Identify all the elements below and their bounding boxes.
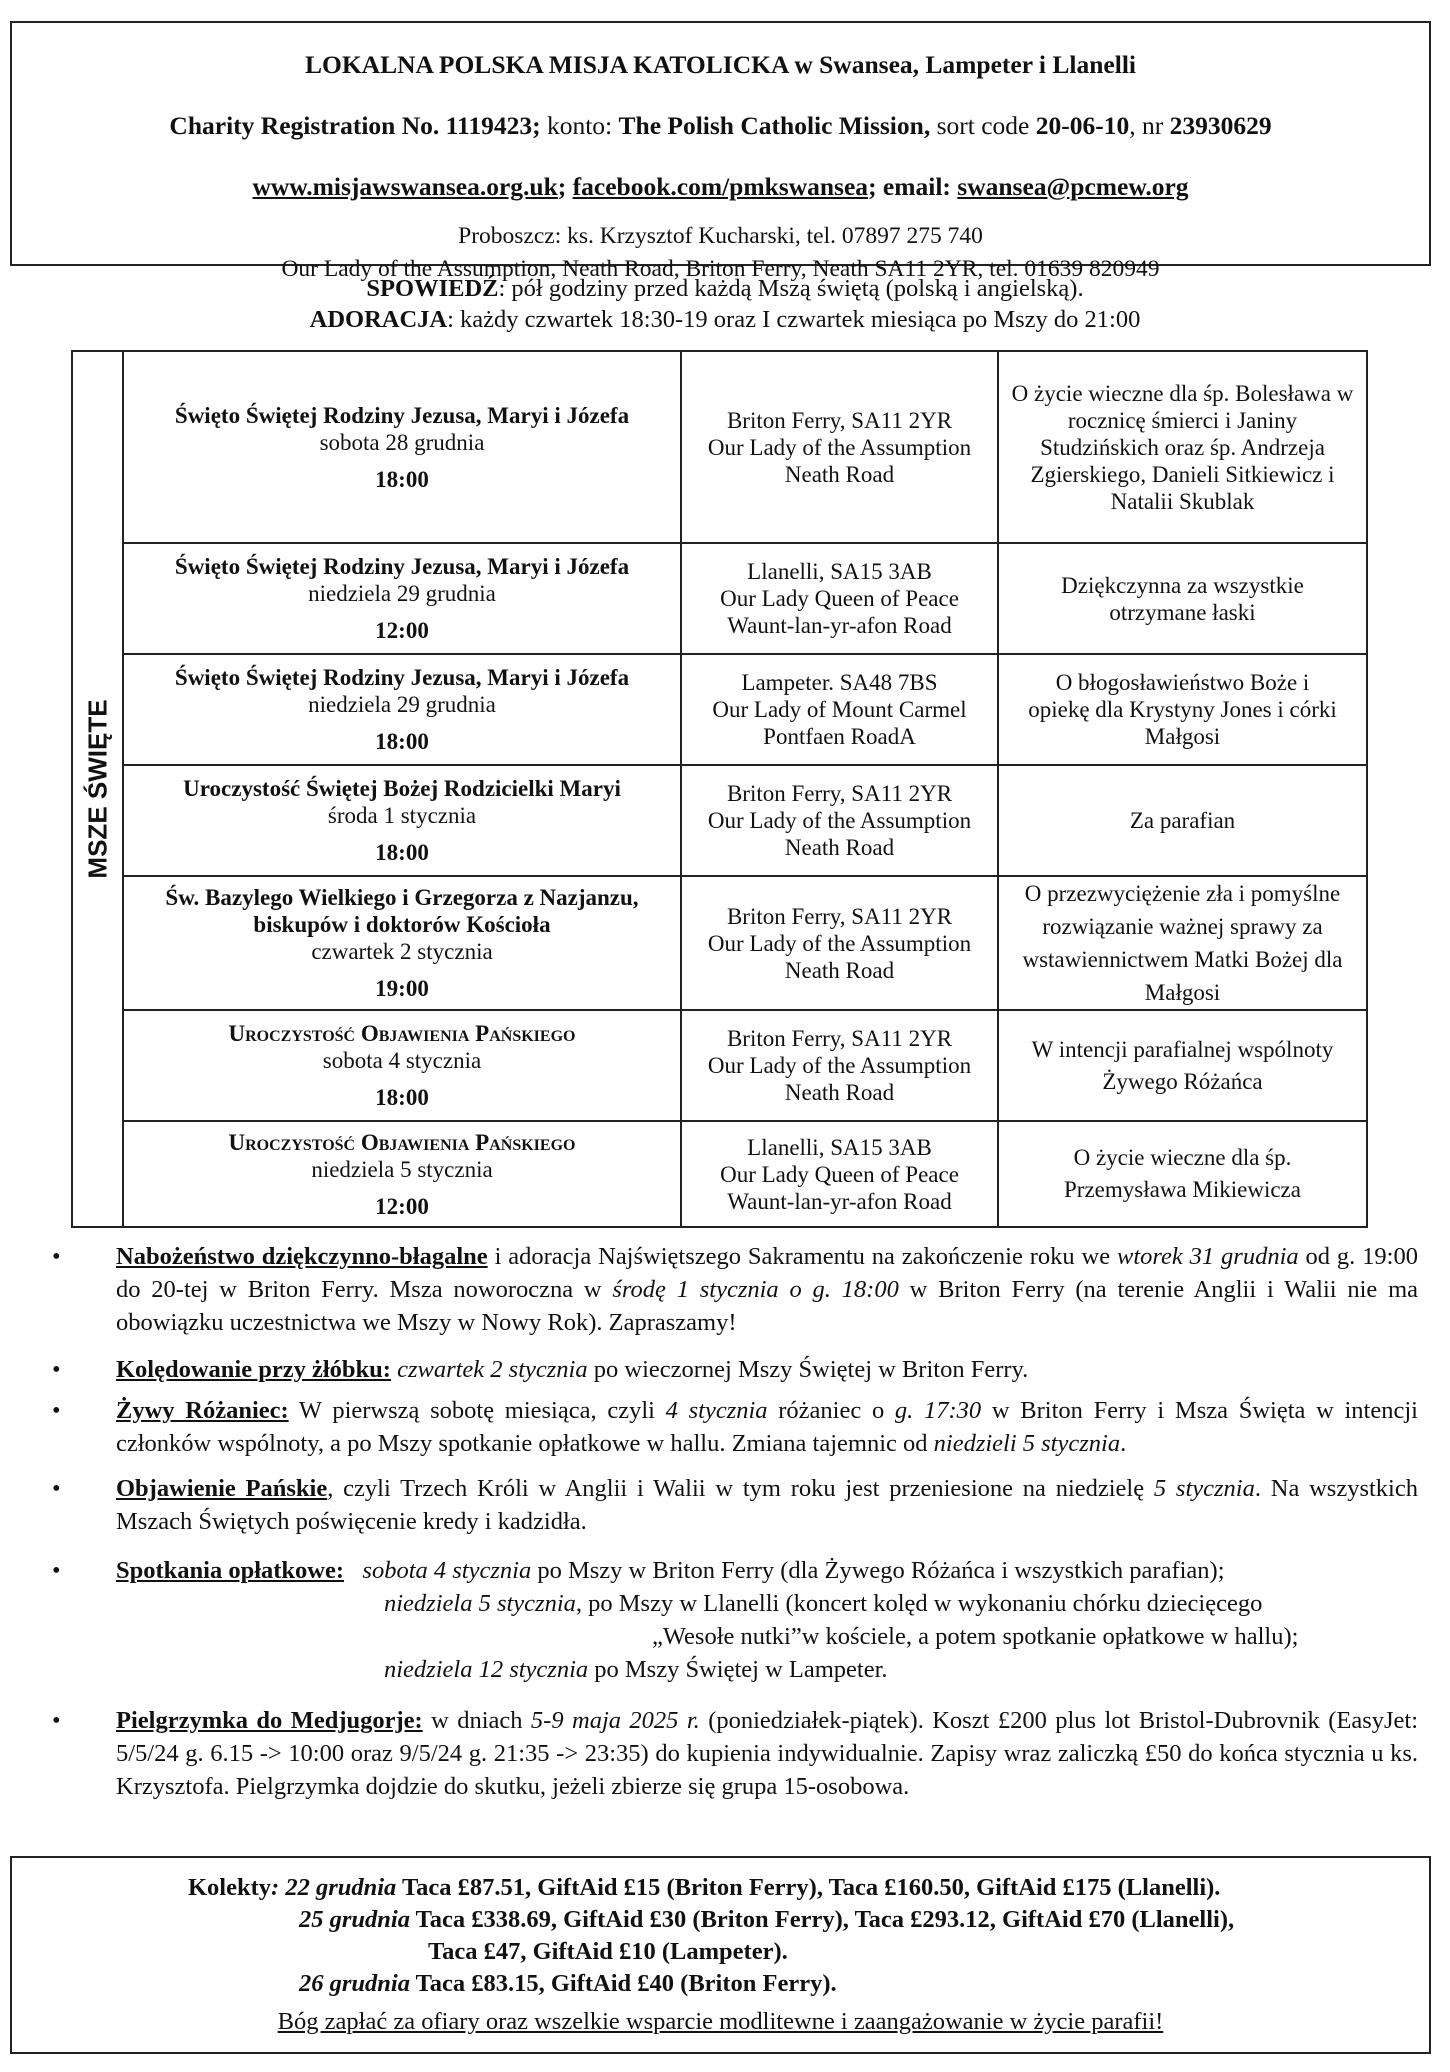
thanks-text: Bóg zapłać za ofiary oraz wszelkie wsparcie modlitewne i zaangażowanie w życie parafii!	[277, 2008, 1164, 2035]
place-town: Briton Ferry, SA11 2YR	[726, 407, 953, 433]
adoration-info	[0, 306, 1450, 334]
place-cell	[681, 876, 998, 1010]
intention-cell	[998, 1121, 1367, 1227]
place-road: Neath Road	[784, 957, 895, 983]
intention-cell	[998, 1010, 1367, 1121]
mass-time: 18:00	[375, 466, 429, 492]
place-cell	[681, 351, 998, 543]
mass-cell	[123, 654, 681, 765]
date-text: 4 stycznia	[665, 1397, 768, 1424]
place-town: Lampeter. SA48 7BS	[741, 670, 938, 695]
facebook-link[interactable]: facebook.com/pmkswansea	[572, 172, 869, 201]
announcements-list	[0, 1240, 1450, 1803]
place-church: Our Lady Queen of Peace	[720, 1161, 959, 1187]
place-church: Our Lady of the Assumption	[707, 808, 972, 833]
place-road: Neath Road	[784, 461, 895, 487]
place-church: Our Lady of the Assumption	[707, 434, 972, 460]
collections-box	[10, 1856, 1431, 2054]
list-item	[0, 1554, 1450, 1686]
priest-info: Proboszcz: ks. Krzysztof Kucharski, tel. 07897 275 740	[458, 223, 983, 249]
mass-cell	[123, 543, 681, 654]
mass-title: Uroczystość Objawienia Pańskiego	[228, 1021, 576, 1046]
text: od g. 19:00 do 20-tej w Briton Ferry. Msza noworoczna w	[116, 1243, 1418, 1303]
collections-label: Kolekty	[188, 1874, 272, 1901]
mass-cell	[123, 1121, 681, 1227]
mass-time: 19:00	[375, 976, 429, 1001]
date-text: środę 1 stycznia o g. 18:00	[612, 1276, 899, 1303]
mass-title: Uroczystość Objawienia Pańskiego	[228, 1129, 576, 1155]
date-text: niedzieli 5 stycznia	[933, 1430, 1121, 1457]
place-cell	[681, 1010, 998, 1121]
intention-text: O przezwyciężenie zła i pomyślne rozwiązanie ważnej sprawy za wstawiennictwem Matki Bożej dla Małgosi	[1022, 881, 1343, 1005]
intention-text: O życie wieczne dla śp. Przemysława Mikiewicza	[1064, 1145, 1301, 1202]
collection-line: Taca £47, GiftAid £10 (Lampeter).	[428, 1938, 788, 1965]
place-town: Briton Ferry, SA11 2YR	[726, 1026, 953, 1051]
mass-cell	[123, 351, 681, 543]
mass-date: niedziela 29 grudnia	[308, 692, 496, 717]
mass-time: 18:00	[375, 729, 429, 754]
mass-time: 18:00	[375, 1085, 429, 1110]
announcement-label: Kolędowanie przy żłóbku:	[116, 1356, 391, 1383]
intention-text: Za parafian	[1129, 808, 1236, 833]
place-road: Neath Road	[784, 1080, 895, 1105]
text: w Briton Ferry (na terenie Anglii i Walii nie ma obowiązku uczestnictwa we Mszy w Nowy Rok). Zapraszamy!	[116, 1276, 1419, 1336]
intention-cell	[998, 351, 1367, 543]
text: i adoracja Najświętszego Sakramentu na zakończenie roku we	[487, 1243, 1117, 1270]
date-text: 5-9 maja 2025 r.	[530, 1707, 700, 1734]
sort-code: 20-06-10	[1035, 111, 1130, 140]
place-town: Llanelli, SA15 3AB	[747, 1134, 932, 1160]
email-label: ; email:	[868, 172, 958, 201]
text: Taca £87.51, GiftAid £15 (Briton Ferry), Taca £160.50, GiftAid £175 (Llanelli).	[396, 1874, 1221, 1901]
text: po Mszy w Briton Ferry (dla Żywego Różańca i wszystkich parafian);	[531, 1557, 1225, 1584]
date-text: sobota 4 stycznia	[362, 1557, 532, 1584]
header-box	[10, 21, 1431, 282]
text: , po Mszy w Llanelli (koncert kolęd w wykonaniu chórku dziecięcego	[575, 1590, 1263, 1617]
announcement-label: Nabożeństwo dziękczynno-błagalne	[116, 1243, 488, 1270]
text: . Na wszystkich Mszach Świętych poświęcenie kredy i kadzidła.	[116, 1475, 1418, 1535]
mass-cell	[123, 1010, 681, 1121]
table-row	[72, 654, 1367, 765]
table-row	[72, 876, 1367, 1010]
meeting-line: „Wesołe nutki”w kościele, a potem spotkanie opłatkowe w hallu);	[652, 1623, 1299, 1650]
text: , czyli Trzech Króli w Anglii i Walii w tym roku jest przeniesione na niedzielę	[327, 1475, 1154, 1502]
bullet: •	[52, 1707, 61, 1734]
place-town: Briton Ferry, SA11 2YR	[726, 781, 953, 806]
bullet: •	[52, 1397, 61, 1424]
text: po wieczornej Mszy Świętej w Briton Ferry.	[587, 1356, 1029, 1383]
place-road: Neath Road	[784, 835, 895, 860]
announcement-label: Objawienie Pańskie	[116, 1475, 328, 1502]
mass-date: sobota 28 grudnia	[319, 429, 485, 455]
date-text: 25 grudnia	[299, 1906, 410, 1933]
text: W pierwszą sobotę miesiąca, czyli	[288, 1397, 666, 1424]
date-text: 22 grudnia	[279, 1874, 397, 1901]
account-number: 23930629	[1169, 111, 1272, 140]
place-road: Pontfaen RoadA	[763, 724, 916, 749]
mass-date: sobota 4 stycznia	[322, 1048, 482, 1073]
intention-cell	[998, 765, 1367, 876]
place-cell	[681, 1121, 998, 1227]
bullet: •	[52, 1557, 61, 1584]
place-cell	[681, 543, 998, 654]
mass-date: niedziela 29 grudnia	[308, 581, 496, 606]
adoration-label: ADORACJA	[309, 306, 448, 333]
mass-schedule-table	[71, 350, 1368, 1228]
date-text: 26 grudnia	[299, 1970, 410, 1997]
meeting-line	[116, 1653, 1418, 1686]
collection-line	[299, 1968, 837, 2000]
charity-number: Charity Registration No. 1119423;	[169, 111, 541, 140]
meeting-line	[116, 1587, 1418, 1620]
account-name: The Polish Catholic Mission,	[618, 111, 931, 140]
date-text: niedziela 12 stycznia	[384, 1656, 589, 1683]
date-text: g. 17:30	[894, 1397, 982, 1424]
list-item	[0, 1394, 1450, 1460]
side-label-cell	[72, 351, 123, 1227]
mass-title: Święto Świętej Rodziny Jezusa, Maryi i Józefa	[174, 665, 630, 690]
date-text: czwartek 2 stycznia	[397, 1356, 588, 1383]
date-text: wtorek 31 grudnia	[1117, 1243, 1299, 1270]
list-item	[0, 1704, 1450, 1803]
account-label: konto:	[540, 111, 619, 140]
place-church: Our Lady of the Assumption	[707, 930, 972, 956]
announcement-label: Żywy Różaniec:	[116, 1397, 289, 1424]
table-row	[72, 1010, 1367, 1121]
account-number-label: , nr	[1129, 111, 1170, 140]
intention-text: W intencji parafialnej wspólnoty Żywego Różańca	[1031, 1036, 1334, 1094]
table-row	[72, 543, 1367, 654]
place-cell	[681, 765, 998, 876]
bullet: •	[52, 1243, 61, 1270]
mass-title: Uroczystość Świętej Bożej Rodzicielki Maryi	[183, 776, 621, 801]
mass-time: 18:00	[375, 840, 429, 865]
mass-title: Święto Świętej Rodziny Jezusa, Maryi i Józefa	[174, 554, 630, 579]
place-town: Briton Ferry, SA11 2YR	[726, 903, 953, 929]
bullet: •	[52, 1475, 61, 1502]
text: .	[1120, 1430, 1127, 1457]
charity-line	[12, 106, 1429, 145]
email-link[interactable]: swansea@pcmew.org	[957, 172, 1189, 201]
text: po Mszy Świętej w Lampeter.	[588, 1656, 888, 1683]
text: w Briton Ferry i Msza Święta w intencji członków wspólnoty, a po Mszy spotkanie opłatkowe w hallu. Zmiana tajemnic od	[116, 1397, 1418, 1457]
confession-info	[0, 275, 1450, 303]
place-road: Waunt-lan-yr-afon Road	[727, 613, 952, 638]
mass-date: środa 1 stycznia	[327, 803, 477, 828]
place-church: Our Lady of Mount Carmel	[712, 697, 967, 722]
announcement-label: Spotkania opłatkowe:	[116, 1557, 345, 1584]
intention-cell	[998, 543, 1367, 654]
place-church: Our Lady Queen of Peace	[720, 586, 959, 611]
mass-cell	[123, 876, 681, 1010]
list-item	[0, 1472, 1450, 1538]
intention-cell	[998, 876, 1367, 1010]
place-town: Llanelli, SA15 3AB	[747, 559, 932, 584]
confession-text: : pół godziny przed każdą Mszą świętą (polską i angielską).	[498, 275, 1084, 302]
table-row	[72, 1121, 1367, 1227]
mission-title: LOKALNA POLSKA MISJA KATOLICKA w Swansea, Lampeter i Llanelli	[305, 50, 1136, 79]
mass-cell	[123, 765, 681, 876]
separator: ;	[557, 172, 573, 201]
website-link[interactable]: www.misjawswansea.org.uk	[252, 172, 558, 201]
text: w dniach	[422, 1707, 531, 1734]
announcement-label: Pielgrzymka do Medjugorje:	[116, 1707, 423, 1734]
text: (poniedziałek-piątek). Koszt £200 plus lot Bristol-Dubrovnik (EasyJet: 5/5/24 g. 6.15 -> 10:00 oraz 9/5/24 g. 21:35 -> 23:35) do kupienia indywidualnie. Zapisy wraz zaliczką £50 do końca stycznia u ks. Krzysztofa. Pielgrzymka dojdzie do skutku, jeżeli zbierze się grupa 15-osobowa.	[116, 1707, 1419, 1800]
mass-title: Święto Świętej Rodziny Jezusa, Maryi i Józefa	[174, 402, 630, 428]
intention-text: O życie wieczne dla śp. Bolesława w rocznicę śmierci i Janiny Studzińskich oraz śp. Andrzeja Zgierskiego, Danieli Sitkiewicz i Natalii Skublak	[1011, 380, 1354, 514]
text: Taca £83.15, GiftAid £40 (Briton Ferry).	[409, 1970, 837, 1997]
place-church: Our Lady of the Assumption	[707, 1053, 972, 1078]
table-row	[72, 351, 1367, 543]
list-item	[0, 1353, 1450, 1386]
mass-title: Św. Bazylego Wielkiego i Grzegorza z Nazjanzu, biskupów i doktorów Kościoła	[165, 885, 639, 937]
text: różaniec o	[767, 1397, 895, 1424]
intention-cell	[998, 654, 1367, 765]
text: :	[271, 1874, 280, 1901]
side-label: MSZE ŚWIĘTE	[82, 699, 112, 879]
date-text: 5 stycznia	[1153, 1475, 1255, 1502]
collection-line	[299, 1904, 1234, 1936]
contact-line	[12, 167, 1429, 206]
adoration-text: : każdy czwartek 18:30-19 oraz I czwartek miesiąca po Mszy do 21:00	[447, 306, 1141, 333]
bullet: •	[52, 1356, 61, 1383]
intention-text: O błogosławieństwo Boże i opiekę dla Krystyny Jones i córki Małgosi	[1028, 670, 1337, 749]
text: Taca £338.69, GiftAid £30 (Briton Ferry), Taca £293.12, GiftAid £70 (Llanelli),	[409, 1906, 1235, 1933]
collection-line	[188, 1872, 1220, 1904]
mass-time: 12:00	[375, 618, 429, 643]
mass-time: 12:00	[375, 1193, 429, 1219]
place-cell	[681, 654, 998, 765]
meeting-line	[116, 1554, 1418, 1587]
confession-label: SPOWIEDŹ	[366, 275, 499, 302]
table-row	[72, 765, 1367, 876]
mass-date: czwartek 2 stycznia	[311, 939, 493, 964]
mass-date: niedziela 5 stycznia	[311, 1156, 493, 1182]
list-item	[0, 1240, 1450, 1339]
church-address: Our Lady of the Assumption, Neath Road, Briton Ferry, Neath SA11 2YR, tel. 01639 820949	[281, 256, 1160, 282]
sort-code-label: sort code	[930, 111, 1036, 140]
place-road: Waunt-lan-yr-afon Road	[727, 1188, 952, 1214]
intention-text: Dziękczynna za wszystkie otrzymane łaski	[1061, 572, 1304, 625]
date-text: niedziela 5 stycznia	[384, 1590, 576, 1617]
